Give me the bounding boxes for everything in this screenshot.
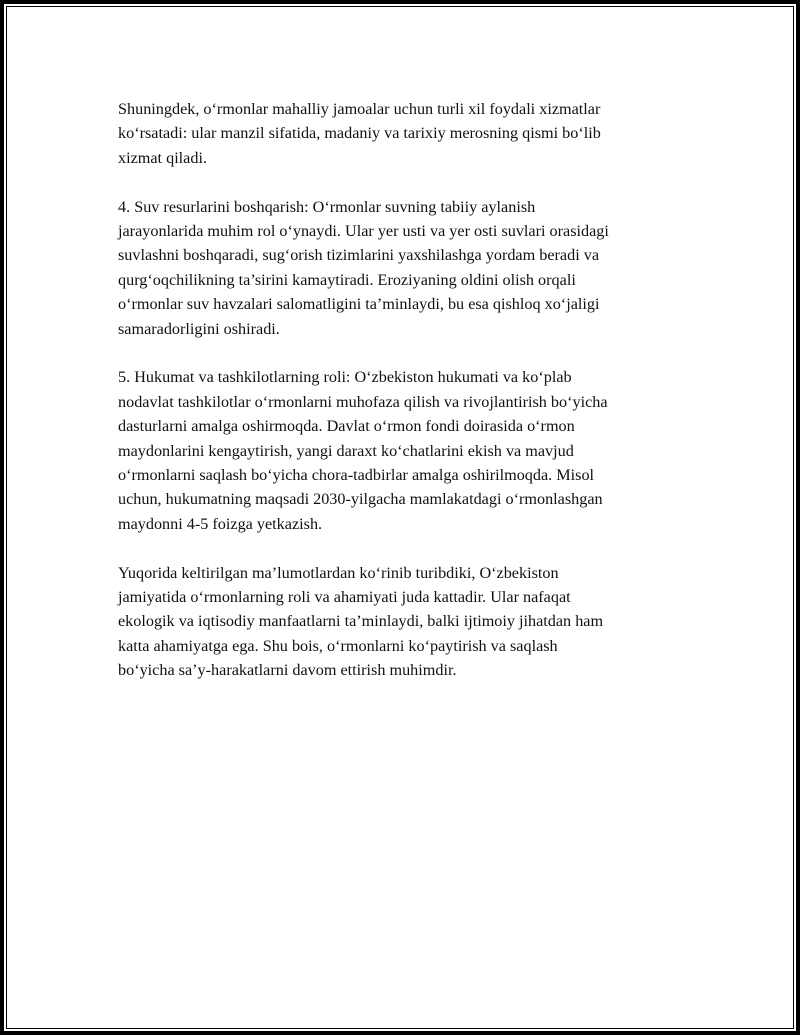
paragraph-conclusion: Yuqorida keltirilgan ma’lumotlardan ko‘rinib turibdiki, O‘zbekiston jamiyatida o‘rmonlarning roli va ahamiyati juda kattadir. Ular nafaqat ekologik va iqtisodiy manfaatlarni ta’minlaydi, balki ijtimoiy jihatdan ham katta ahamiyatga ega. Shu bois, o‘rmonlarni ko‘paytirish va saqlash bo‘yicha sa’y-harakatlarni davom ettirish muhimdir. [118, 563, 604, 680]
document-body [118, 97, 686, 707]
paragraph-government-role: 5. Hukumat va tashkilotlarning roli: O‘zbekiston hukumati va ko‘plab nodavlat tashkilotlar o‘rmonlarni muhofaza qilish va rivojlantirish bo‘yicha dasturlarni amalga oshirmoqda. Davlat o‘rmon fondi doirasida o‘rmon maydonlarini kengaytirish, yangi daraxt ko‘chatlarini ekish va mavjud o‘rmonlarni saqlash bo‘yicha chora-tadbirlar amalga oshirilmoqda. Misol uchun, hukumatning maqsadi 2030-yilgacha mamlakatdagi o‘rmonlashgan maydonni 4-5 foizga yetkazish. [118, 368, 608, 533]
paragraph-water-resources: 4. Suv resurlarini boshqarish: O‘rmonlar suvning tabiiy aylanish jarayonlarida muhim rol o‘ynaydi. Ular yer usti va yer osti suvlari orasidagi suvlashni boshqaradi, sug‘orish tizimlarini yaxshilashga yordam beradi va qurg‘oqchilikning ta’sirini kamaytiradi. Eroziyaning oldini olish orqali o‘rmonlar suv havzalari salomatligini ta’minlaydi, bu esa qishloq xo‘jaligi samaradorligini oshiradi. [118, 197, 609, 338]
paragraph-intro: Shuningdek, o‘rmonlar mahalliy jamoalar uchun turli xil foydali xizmatlar ko‘rsatadi: ular manzil sifatida, madaniy va tarixiy merosning qismi bo‘lib xizmat qiladi. [118, 100, 601, 167]
